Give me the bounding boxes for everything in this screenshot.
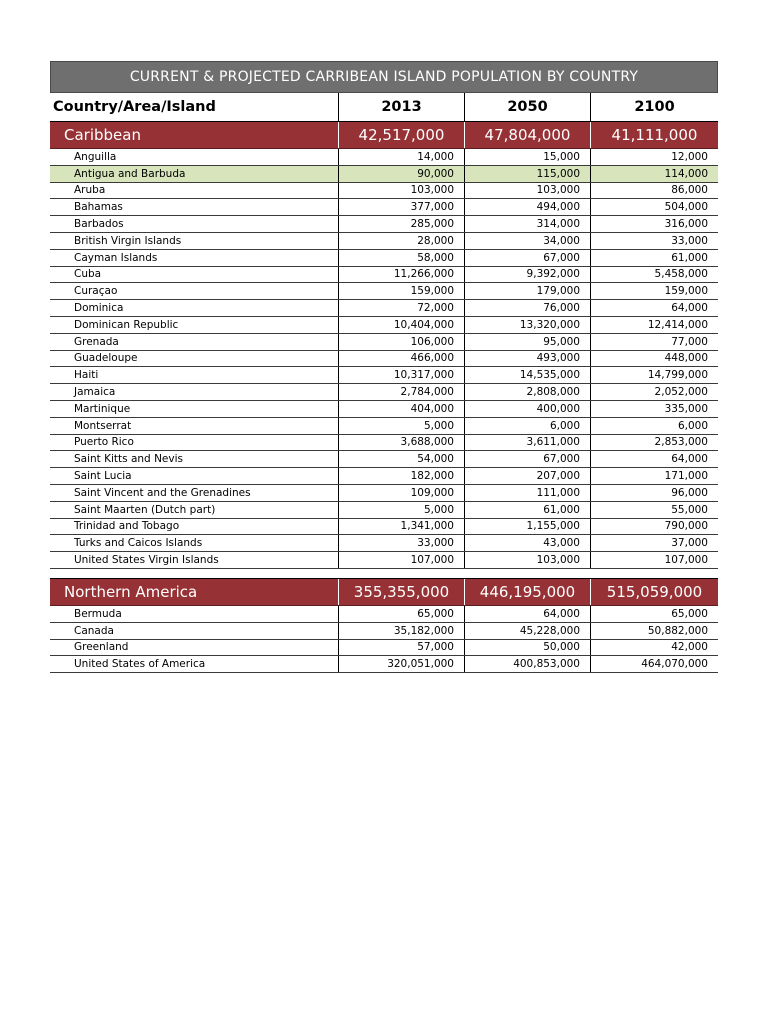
country-cell: Curaçao [74,285,118,298]
value-2013-cell: 466,000 [338,351,464,367]
value-2100-cell: 12,000 [590,149,718,165]
value-2013-cell: 107,000 [338,552,464,568]
value-2100-cell: 316,000 [590,216,718,232]
value-2050-cell: 400,853,000 [464,656,590,672]
table-row [50,519,718,536]
value-2050-cell: 3,611,000 [464,435,590,451]
value-2100-cell: 114,000 [590,166,718,182]
table-row [50,418,718,435]
table-row [50,351,718,368]
country-cell: Dominican Republic [74,318,179,331]
value-2013-cell: 57,000 [338,640,464,656]
value-2050-cell: 45,228,000 [464,623,590,639]
value-2013-cell: 320,051,000 [338,656,464,672]
value-2050-cell: 179,000 [464,283,590,299]
value-2100-cell: 64,000 [590,451,718,467]
region-2050: 446,195,000 [464,579,590,605]
value-2050-cell: 494,000 [464,199,590,215]
value-2100-cell: 171,000 [590,468,718,484]
value-2100-cell: 86,000 [590,183,718,199]
region-2100: 515,059,000 [590,579,718,605]
country-cell: Greenland [74,641,129,654]
table-row [50,606,718,623]
value-2013-cell: 103,000 [338,183,464,199]
country-cell: Bermuda [74,607,122,620]
value-2013-cell: 2,784,000 [338,384,464,400]
value-2050-cell: 61,000 [464,502,590,518]
table-row [50,435,718,452]
value-2100-cell: 61,000 [590,250,718,266]
table-row [50,334,718,351]
value-2050-cell: 314,000 [464,216,590,232]
value-2013-cell: 14,000 [338,149,464,165]
country-cell: Guadeloupe [74,352,138,365]
value-2100-cell: 159,000 [590,283,718,299]
country-cell: Anguilla [74,150,117,163]
value-2100-cell: 55,000 [590,502,718,518]
table-row [50,623,718,640]
value-2050-cell: 103,000 [464,183,590,199]
value-2100-cell: 504,000 [590,199,718,215]
table-row [50,183,718,200]
country-cell: Trinidad and Tobago [74,520,180,533]
region-2100: 41,111,000 [590,122,718,148]
value-2013-cell: 35,182,000 [338,623,464,639]
table-row [50,451,718,468]
region-2050: 47,804,000 [464,122,590,148]
value-2013-cell: 159,000 [338,283,464,299]
table-row [50,283,718,300]
value-2050-cell: 493,000 [464,351,590,367]
value-2050-cell: 103,000 [464,552,590,568]
value-2100-cell: 335,000 [590,401,718,417]
region-name: Northern America [64,582,198,601]
value-2050-cell: 9,392,000 [464,267,590,283]
value-2013-cell: 3,688,000 [338,435,464,451]
country-cell: Cayman Islands [74,251,158,264]
table-row [50,502,718,519]
table-row [50,199,718,216]
table-row [50,317,718,334]
country-cell: Haiti [74,369,99,382]
value-2100-cell: 42,000 [590,640,718,656]
value-2013-cell: 106,000 [338,334,464,350]
table-row [50,656,718,673]
country-cell: British Virgin Islands [74,234,182,247]
country-cell: United States of America [74,658,206,671]
country-cell: Barbados [74,218,124,231]
country-cell: United States Virgin Islands [74,554,219,567]
country-cell: Saint Lucia [74,470,132,483]
population-table [50,61,718,673]
value-2013-cell: 5,000 [338,502,464,518]
country-cell: Turks and Caicos Islands [74,537,203,550]
table-row [50,166,718,183]
country-cell: Saint Vincent and the Grenadines [74,486,251,499]
table-row [50,552,718,569]
table-title: CURRENT & PROJECTED CARRIBEAN ISLAND POPULATION BY COUNTRY [50,61,718,93]
table-row [50,149,718,166]
value-2100-cell: 5,458,000 [590,267,718,283]
country-cell: Montserrat [74,419,132,432]
value-2013-cell: 90,000 [338,166,464,182]
value-2050-cell: 13,320,000 [464,317,590,333]
value-2013-cell: 33,000 [338,535,464,551]
country-cell: Martinique [74,402,131,415]
value-2050-cell: 67,000 [464,250,590,266]
region-row-northern-america [50,579,718,606]
value-2050-cell: 64,000 [464,606,590,622]
value-2013-cell: 10,404,000 [338,317,464,333]
table-row [50,233,718,250]
value-2050-cell: 43,000 [464,535,590,551]
value-2100-cell: 790,000 [590,519,718,535]
value-2013-cell: 182,000 [338,468,464,484]
table-row [50,640,718,657]
northern-america-rows [50,606,718,673]
value-2050-cell: 6,000 [464,418,590,434]
column-header-2013: 2013 [338,93,464,121]
table-row [50,535,718,552]
value-2050-cell: 1,155,000 [464,519,590,535]
region-row-caribbean [50,122,718,149]
value-2013-cell: 72,000 [338,300,464,316]
table-row [50,384,718,401]
country-cell: Saint Maarten (Dutch part) [74,503,216,516]
value-2100-cell: 14,799,000 [590,367,718,383]
table-row [50,468,718,485]
value-2100-cell: 50,882,000 [590,623,718,639]
value-2100-cell: 65,000 [590,606,718,622]
value-2050-cell: 15,000 [464,149,590,165]
value-2100-cell: 464,070,000 [590,656,718,672]
table-row [50,367,718,384]
value-2100-cell: 6,000 [590,418,718,434]
region-name: Caribbean [64,126,141,144]
value-2050-cell: 115,000 [464,166,590,182]
value-2100-cell: 64,000 [590,300,718,316]
country-cell: Canada [74,624,114,637]
value-2050-cell: 67,000 [464,451,590,467]
column-header-2050: 2050 [464,93,590,121]
region-2013: 355,355,000 [338,579,464,605]
value-2013-cell: 404,000 [338,401,464,417]
table-row [50,300,718,317]
country-cell: Cuba [74,268,102,281]
value-2100-cell: 2,052,000 [590,384,718,400]
table-row [50,216,718,233]
value-2013-cell: 10,317,000 [338,367,464,383]
country-cell: Jamaica [74,386,116,399]
value-2050-cell: 2,808,000 [464,384,590,400]
value-2050-cell: 400,000 [464,401,590,417]
value-2013-cell: 1,341,000 [338,519,464,535]
value-2013-cell: 5,000 [338,418,464,434]
value-2050-cell: 14,535,000 [464,367,590,383]
section-spacer [50,569,718,579]
country-cell: Antigua and Barbuda [74,167,186,180]
country-cell: Grenada [74,335,119,348]
table-row [50,267,718,284]
value-2050-cell: 76,000 [464,300,590,316]
country-cell: Saint Kitts and Nevis [74,453,183,466]
column-header-2100: 2100 [590,93,718,121]
column-header-country: Country/Area/Island [53,99,216,115]
region-2013: 42,517,000 [338,122,464,148]
value-2013-cell: 285,000 [338,216,464,232]
value-2100-cell: 96,000 [590,485,718,501]
value-2050-cell: 111,000 [464,485,590,501]
value-2100-cell: 33,000 [590,233,718,249]
value-2100-cell: 12,414,000 [590,317,718,333]
value-2050-cell: 207,000 [464,468,590,484]
value-2013-cell: 377,000 [338,199,464,215]
table-row [50,250,718,267]
country-cell: Aruba [74,184,106,197]
value-2013-cell: 65,000 [338,606,464,622]
column-header-row [50,93,718,122]
value-2013-cell: 28,000 [338,233,464,249]
value-2013-cell: 54,000 [338,451,464,467]
value-2013-cell: 11,266,000 [338,267,464,283]
value-2100-cell: 2,853,000 [590,435,718,451]
value-2100-cell: 37,000 [590,535,718,551]
table-row [50,485,718,502]
value-2050-cell: 50,000 [464,640,590,656]
country-cell: Puerto Rico [74,436,134,449]
value-2100-cell: 77,000 [590,334,718,350]
table-row [50,401,718,418]
value-2100-cell: 448,000 [590,351,718,367]
value-2100-cell: 107,000 [590,552,718,568]
value-2013-cell: 109,000 [338,485,464,501]
country-cell: Bahamas [74,201,123,214]
country-cell: Dominica [74,302,124,315]
value-2050-cell: 95,000 [464,334,590,350]
value-2013-cell: 58,000 [338,250,464,266]
value-2050-cell: 34,000 [464,233,590,249]
caribbean-rows [50,149,718,569]
